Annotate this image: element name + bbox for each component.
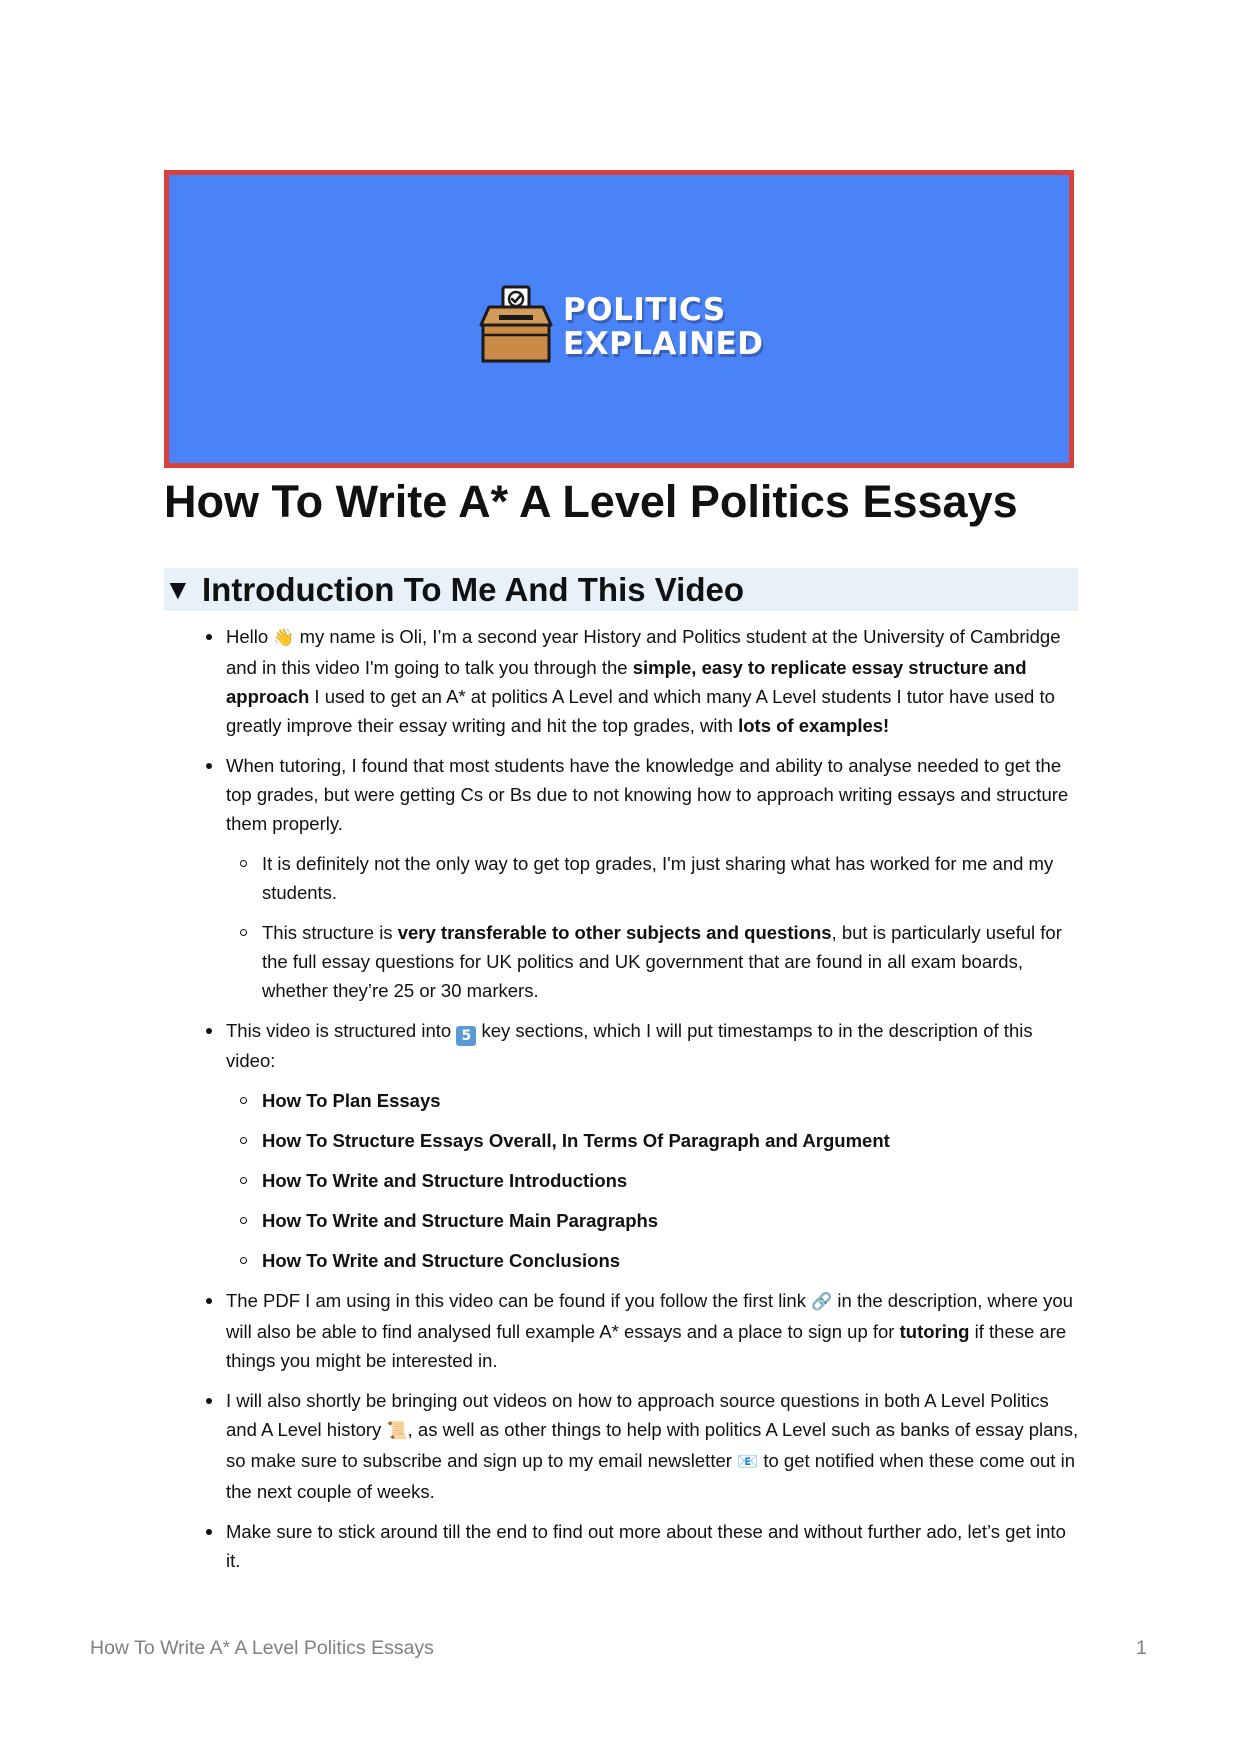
link-icon: 🔗 [811,1292,833,1312]
page-title: How To Write A* A Level Politics Essays [164,476,1018,527]
toggle-triangle-icon[interactable]: ▼ [164,574,192,605]
header-banner [164,170,1074,468]
sections-list [226,1086,1080,1275]
footer-doc-title: How To Write A* A Level Politics Essays [90,1637,434,1659]
toggle-content [200,622,1080,1586]
section-item-plan: How To Plan Essays [226,1086,1080,1115]
logo-line-1: POLITICS [563,292,726,328]
section-item-main-paragraphs: How To Write and Structure Main Paragraphs [226,1206,1080,1235]
bullet-list [200,622,1080,1575]
list-item: When tutoring, I found that most students have the knowledge and ability to analyse needed to get the top grades, but were getting Cs or Bs due to not knowing how to approach writing essays and structure them properly. It is definitely not the only way to get top grades, I'm just sharing what has worked for me and my students. This structure is very transferable to other subjects and questions, but is particularly useful for the full essay questions for UK politics and UK government that are found in all exam boards, whether they’re 25 or 30 markers. [200,751,1080,1005]
list-item: Make sure to stick around till the end to find out more about these and without further ado, let’s get into it. [200,1517,1080,1575]
sub-list-item: This structure is very transferable to other subjects and questions, but is particularly useful for the full essay questions for UK politics and UK government that are found in all exam boards, whether they’re 25 or 30 markers. [226,918,1080,1005]
footer-page-number: 1 [1136,1637,1147,1659]
politics-explained-logo [477,285,777,365]
list-item: The PDF I am using in this video can be found if you follow the first link 🔗 in the description, where you will also be able to find analysed full example A* essays and a place to sign up for tutoring if these are things you might be interested in. [200,1286,1080,1375]
list-item: I will also shortly be bringing out videos on how to approach source questions in both A Level Politics and A Level history 📜, as well as other things to help with politics A Level such as banks of essay plans, so make sure to subscribe and sign up to my email newsletter 📧 to get notified when these come out in the next couple of weeks. [200,1386,1080,1506]
section-heading: Introduction To Me And This Video [202,571,745,608]
sub-list [226,849,1080,1005]
keycap-five-icon: 5 [456,1026,476,1046]
ballot-box-icon [477,285,557,365]
section-item-structure: How To Structure Essays Overall, In Terms Of Paragraph and Argument [226,1126,1080,1155]
scroll-icon: 📜 [386,1421,408,1441]
list-item: Hello 👋 my name is Oli, I’m a second year History and Politics student at the University of Cambridge and in this video I'm going to talk you through the simple, easy to replicate essay structure and approach I used to get an A* at politics A Level and which many A Level students I tutor have used to greatly improve their essay writing and hit the top grades, with lots of examples! [200,622,1080,740]
list-item: This video is structured into 5 key sections, which I will put timestamps to in the description of this video: How To Plan Essays How To Structure Essays Overall, In Terms Of Paragraph and Argument How To Write and Structure Introductions How To Write and Structure Main Paragraphs How To Write and Structure Conclusions [200,1016,1080,1275]
toggle-heading-introduction[interactable] [164,568,1078,611]
sub-list-item: It is definitely not the only way to get top grades, I'm just sharing what has worked for me and my students. [226,849,1080,907]
logo-text [563,293,763,361]
email-icon: 📧 [737,1452,759,1472]
section-item-conclusions: How To Write and Structure Conclusions [226,1246,1080,1275]
logo-line-2: EXPLAINED [563,326,764,362]
waving-hand-icon: 👋 [273,628,295,648]
section-item-introductions: How To Write and Structure Introductions [226,1166,1080,1195]
